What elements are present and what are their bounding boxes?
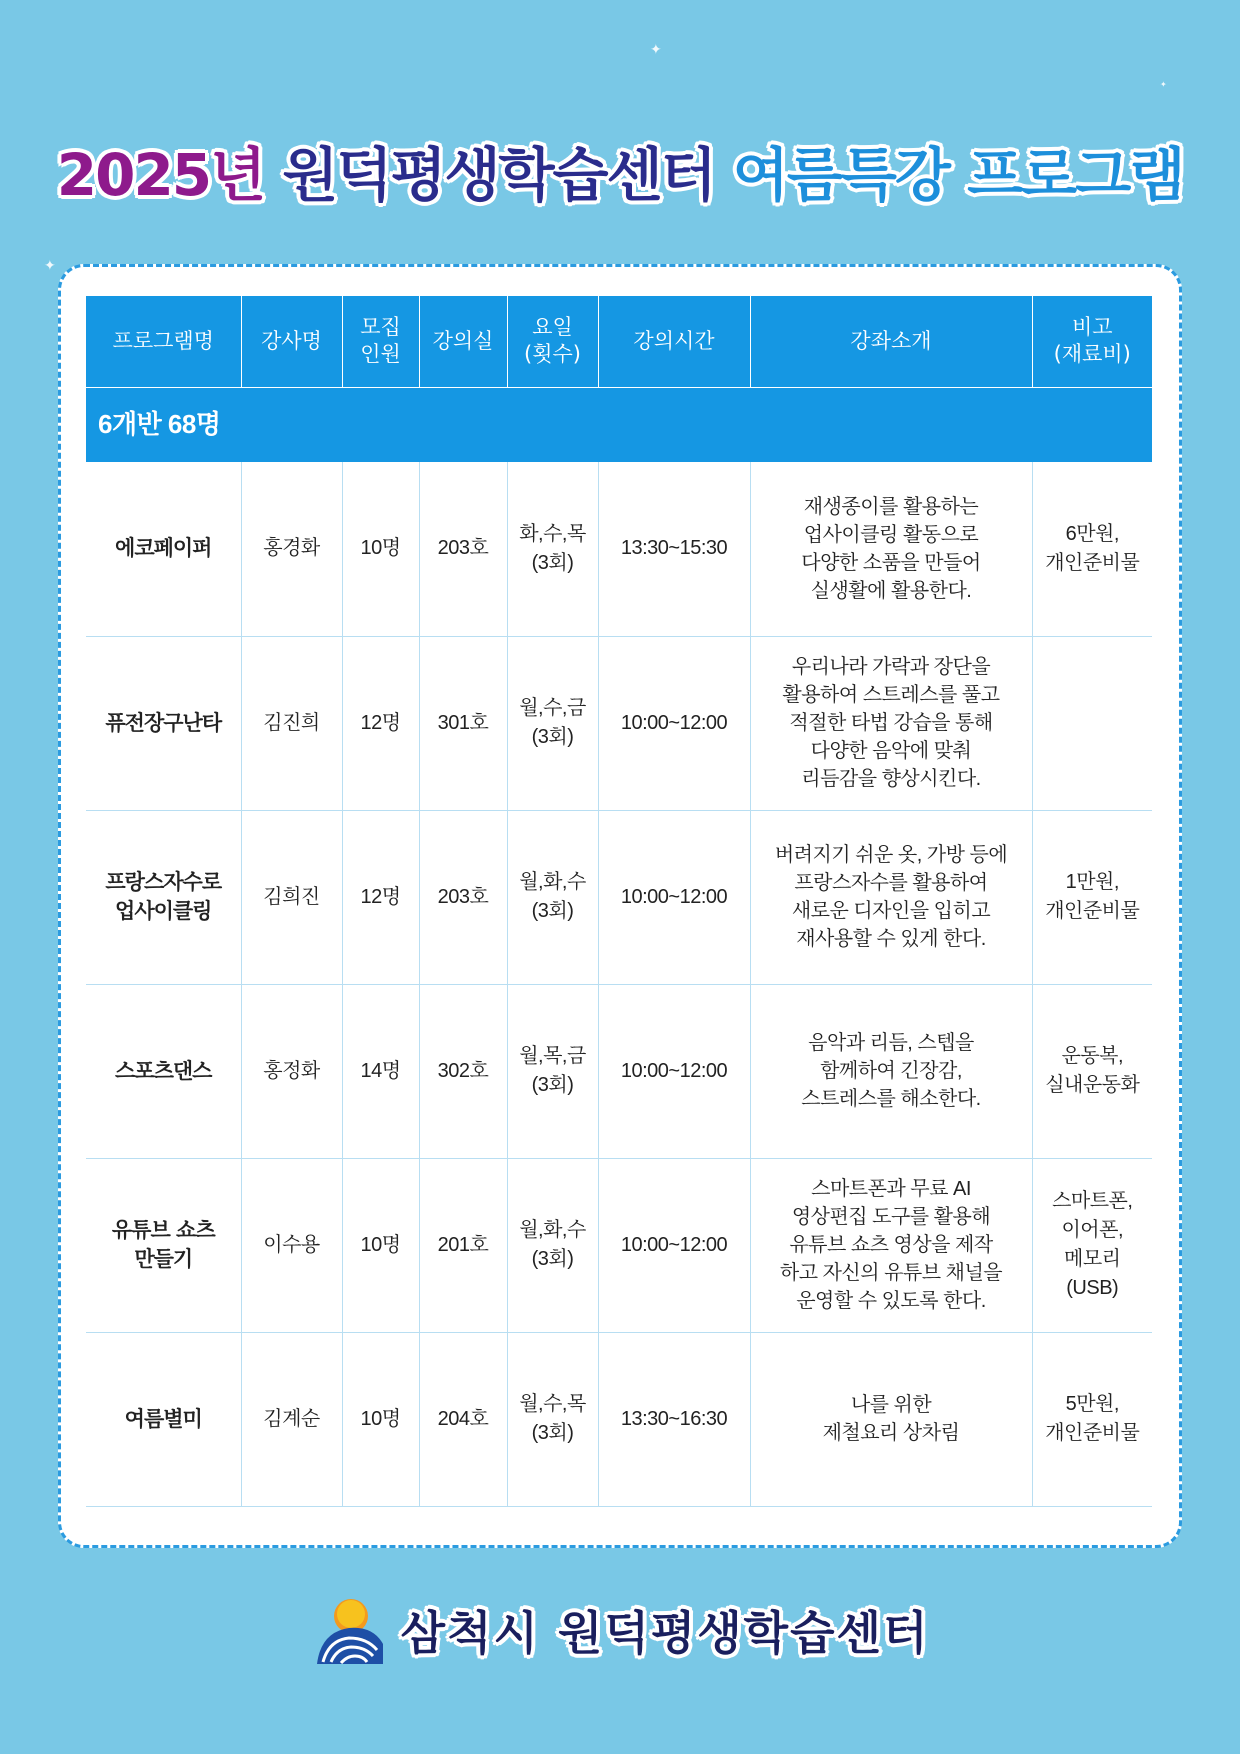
cell-days: 월,수,금 (3회) [507,636,598,810]
cell-capacity: 14명 [342,984,419,1158]
cell-intro: 우리나라 가락과 장단을 활용하여 스트레스를 풀고 적절한 타법 강습을 통해 다양한 음악에 맞춰 리듬감을 향상시킨다. [750,636,1032,810]
cell-note: 1만원, 개인준비물 [1032,810,1152,984]
cell-instructor: 김진희 [241,636,342,810]
cell-instructor: 김희진 [241,810,342,984]
footer-org-name: 삼척시 원덕평생학습센터 [400,1606,930,1660]
cell-intro: 재생종이를 활용하는 업사이클링 활동으로 다양한 소품을 만들어 실생활에 활용한다. [750,462,1032,636]
cell-room: 203호 [419,810,507,984]
cell-time: 10:00~12:00 [598,984,750,1158]
cell-room: 201호 [419,1158,507,1332]
cell-days: 월,수,목 (3회) [507,1332,598,1506]
cell-note: 6만원, 개인준비물 [1032,462,1152,636]
cell-days: 월,화,수 (3회) [507,810,598,984]
title-program: 여름특강 프로그램 [732,141,1184,209]
cell-time: 10:00~12:00 [598,636,750,810]
cell-note [1032,636,1152,810]
cell-instructor: 김계순 [241,1332,342,1506]
cell-note: 5만원, 개인준비물 [1032,1332,1152,1506]
cell-days: 월,목,금 (3회) [507,984,598,1158]
cell-room: 301호 [419,636,507,810]
cell-capacity: 10명 [342,1158,419,1332]
cell-days: 화,수,목 (3회) [507,462,598,636]
cell-time: 10:00~12:00 [598,810,750,984]
program-table [86,296,1152,1507]
cell-intro: 버려지기 쉬운 옷, 가방 등에 프랑스자수를 활용하여 새로운 디자인을 입히고 재사용할 수 있게 한다. [750,810,1032,984]
cell-time: 13:30~15:30 [598,462,750,636]
cell-room: 204호 [419,1332,507,1506]
page-title [0,128,1240,212]
header-time: 강의시간 [598,296,750,387]
cell-program-name: 스포츠댄스 [86,984,241,1158]
header-note: 비고 (재료비) [1032,296,1152,387]
table-row [86,810,1152,984]
cell-capacity: 10명 [342,462,419,636]
table-row [86,1332,1152,1506]
footer [0,1590,1240,1670]
samcheok-city-logo-icon [311,1592,387,1668]
title-year: 2025년 [56,141,265,209]
cell-days: 월,화,수 (3회) [507,1158,598,1332]
cell-intro: 스마트폰과 무료 AI 영상편집 도구를 활용해 유튜브 쇼츠 영상을 제작 하고 자신의 유튜브 채널을 운영할 수 있도록 한다. [750,1158,1032,1332]
cell-program-name: 유튜브 쇼츠 만들기 [86,1158,241,1332]
table-row [86,984,1152,1158]
table-row [86,1158,1152,1332]
cell-time: 10:00~12:00 [598,1158,750,1332]
cell-program-name: 프랑스자수로 업사이클링 [86,810,241,984]
table-row [86,462,1152,636]
header-days: 요일 (횟수) [507,296,598,387]
cell-instructor: 홍경화 [241,462,342,636]
cell-intro: 나를 위한 제철요리 상차림 [750,1332,1032,1506]
sparkle-icon: ✦ [44,258,56,274]
cell-intro: 음악과 리듬, 스텝을 함께하여 긴장감, 스트레스를 해소한다. [750,984,1032,1158]
header-instructor: 강사명 [241,296,342,387]
cell-instructor: 홍정화 [241,984,342,1158]
group-row [86,387,1152,462]
header-program-name: 프로그램명 [86,296,241,387]
title-center-name: 원덕평생학습센터 [282,141,715,209]
header-intro: 강좌소개 [750,296,1032,387]
cell-capacity: 12명 [342,636,419,810]
cell-note: 스마트폰, 이어폰, 메모리 (USB) [1032,1158,1152,1332]
group-label: 6개반 68명 [86,387,1152,462]
table-header-row [86,296,1152,387]
cell-time: 13:30~16:30 [598,1332,750,1506]
header-capacity: 모집 인원 [342,296,419,387]
cell-room: 203호 [419,462,507,636]
cell-capacity: 12명 [342,810,419,984]
header-room: 강의실 [419,296,507,387]
cell-room: 302호 [419,984,507,1158]
cell-program-name: 에코페이퍼 [86,462,241,636]
cell-capacity: 10명 [342,1332,419,1506]
cell-program-name: 퓨전장구난타 [86,636,241,810]
cell-instructor: 이수용 [241,1158,342,1332]
cell-note: 운동복, 실내운동화 [1032,984,1152,1158]
cell-program-name: 여름별미 [86,1332,241,1506]
sparkle-icon: ✦ [1160,80,1167,89]
sparkle-icon: ✦ [650,42,662,58]
table-row [86,636,1152,810]
